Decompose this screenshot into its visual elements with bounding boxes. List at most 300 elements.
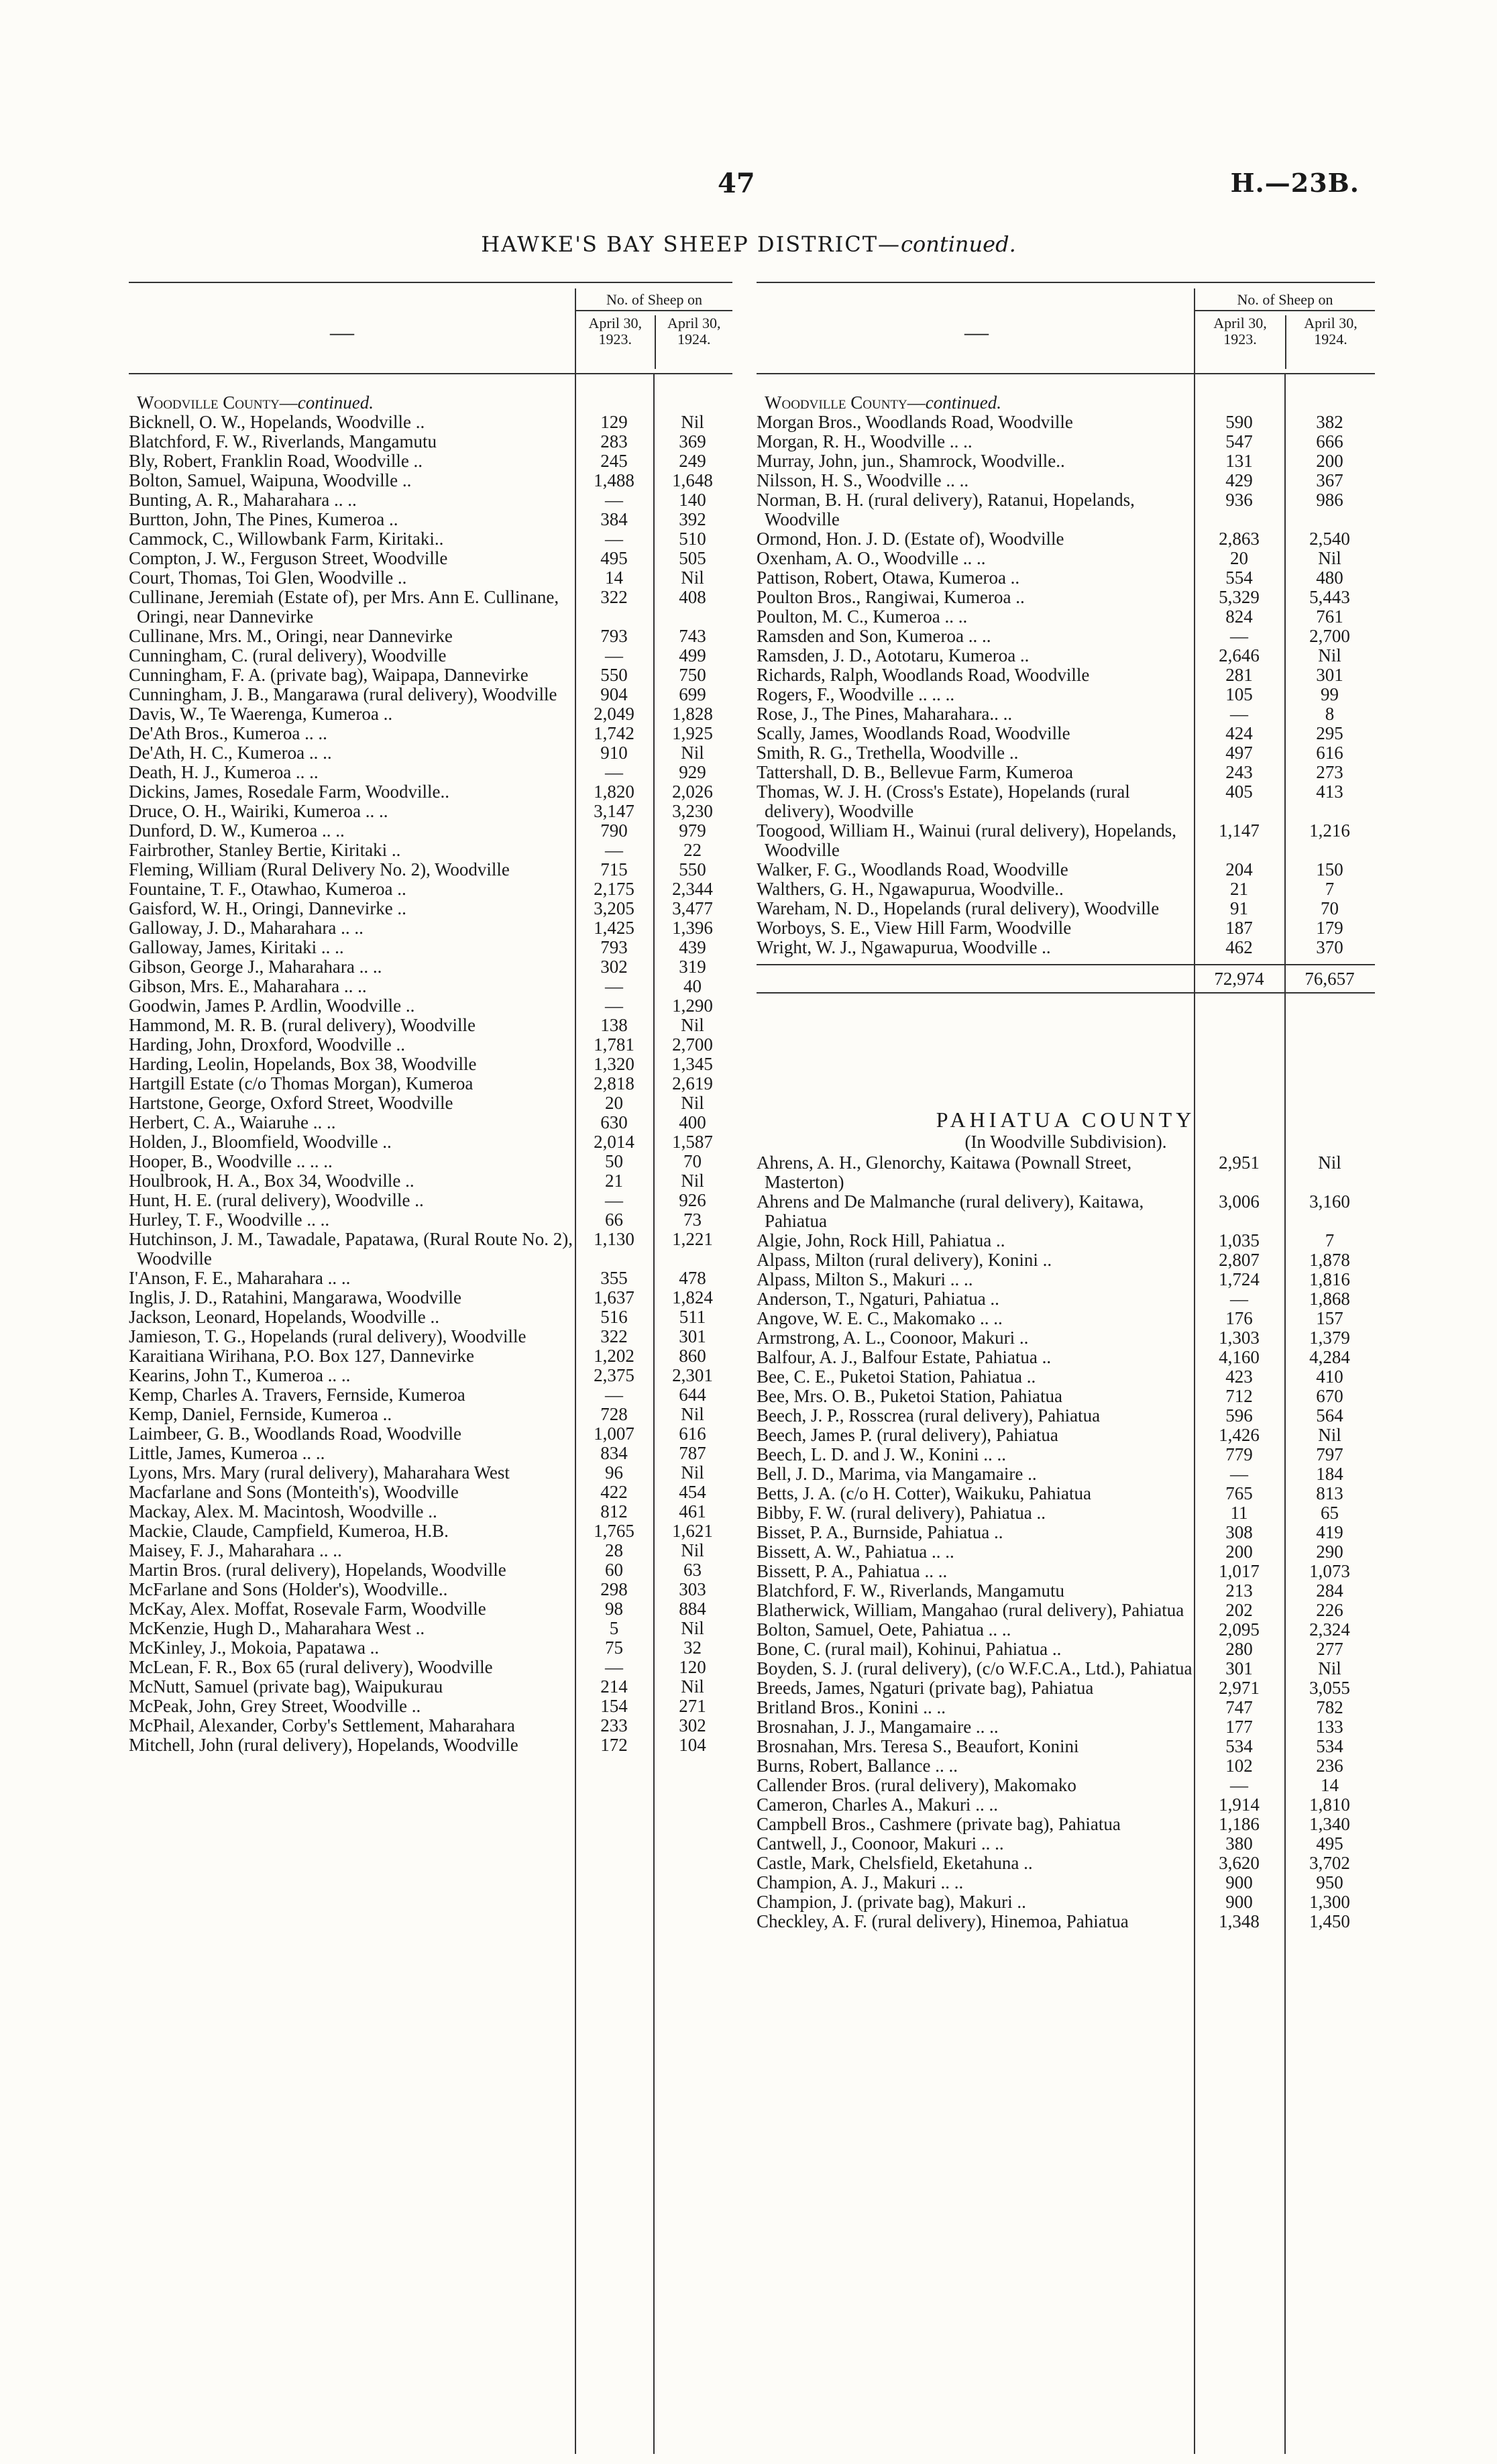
table-row <box>129 1580 732 1599</box>
table-row <box>757 607 1375 627</box>
sheep-count-1923: — <box>605 1190 623 1210</box>
page-header <box>0 168 1497 208</box>
sheep-count-1924: 157 <box>1316 1308 1343 1328</box>
holder-name-address: Gaisford, W. H., Oringi, Dannevirke .. <box>129 898 406 918</box>
sheep-count-1923: 3,205 <box>594 898 634 918</box>
sheep-count-1924: 505 <box>679 548 706 568</box>
holder-name-address: De'Ath, H. C., Kumeroa .. .. <box>129 743 332 763</box>
holder-name-address: Ahrens and De Malmanche (rural delivery), Kaitawa, Pahiatua <box>757 1191 1144 1231</box>
sheep-count-1924: Nil <box>1318 548 1341 568</box>
table-row <box>129 1230 732 1269</box>
sheep-count-1924: 120 <box>679 1657 706 1677</box>
sheep-count-1923: 910 <box>600 743 628 763</box>
total-row <box>757 964 1375 994</box>
sheep-count-1923: 102 <box>1225 1756 1253 1776</box>
table-row <box>129 471 732 490</box>
table-row <box>757 685 1375 704</box>
holder-name-address: Court, Thomas, Toi Glen, Woodville .. <box>129 568 407 588</box>
sheep-count-1923: 3,147 <box>594 801 634 821</box>
holder-name-address: Betts, J. A. (c/o H. Cotter), Waikuku, Pahiatua <box>757 1483 1092 1503</box>
table-row <box>129 1638 732 1658</box>
sheep-count-1924: 410 <box>1316 1367 1343 1387</box>
sheep-count-header-title: No. of Sheep on <box>1195 288 1375 311</box>
table-row <box>129 841 732 860</box>
sheep-count-1923: 554 <box>1225 568 1253 588</box>
sheep-count-1923: 790 <box>600 820 628 841</box>
sheep-count-1923: 298 <box>600 1579 628 1599</box>
holder-name-address: Jackson, Leonard, Hopelands, Woodville .. <box>129 1307 439 1327</box>
holder-name-address: Maisey, F. J., Maharahara .. .. <box>129 1540 342 1560</box>
sheep-count-1924: 319 <box>679 957 706 977</box>
sheep-count-1923: 177 <box>1225 1717 1253 1737</box>
sheep-count-1924: 534 <box>1316 1736 1343 1756</box>
table-row <box>129 1074 732 1093</box>
holder-name-address: Campbell Bros., Cashmere (private bag), Pahiatua <box>757 1814 1121 1834</box>
sheep-count-1924: 2,344 <box>672 879 713 899</box>
sheep-count-1924: 1,450 <box>1309 1911 1350 1931</box>
holder-name-address: Bissett, A. W., Pahiatua .. .. <box>757 1542 954 1562</box>
sheep-count-1923: 384 <box>600 509 628 529</box>
table-row <box>129 1327 732 1346</box>
holder-name-address: Britland Bros., Konini .. .. <box>757 1697 946 1717</box>
holder-name-address: I'Anson, F. E., Maharahara .. .. <box>129 1268 351 1288</box>
table-row <box>129 1483 732 1502</box>
holder-name-address: Gibson, Mrs. E., Maharahara .. .. <box>129 976 367 996</box>
sheep-count-1923: 495 <box>600 548 628 568</box>
table-row <box>129 1599 732 1619</box>
sheep-count-1924: 1,345 <box>672 1054 713 1074</box>
sheep-count-1924: 3,477 <box>672 898 713 918</box>
sheep-count-1923: 2,951 <box>1219 1153 1260 1173</box>
woodville-rows <box>757 413 1375 957</box>
sheep-count-1924: 301 <box>1316 665 1343 685</box>
table-row <box>757 1250 1375 1270</box>
sheep-count-1924: 14 <box>1321 1775 1339 1795</box>
sheep-count-1923: — <box>605 490 623 510</box>
sheep-count-1923: 2,807 <box>1219 1250 1260 1270</box>
sheep-count-1923: 14 <box>605 568 623 588</box>
table-row <box>129 1210 732 1230</box>
sheep-count-1924: 277 <box>1316 1639 1343 1659</box>
holder-name-address: Hooper, B., Woodville .. .. .. <box>129 1151 333 1171</box>
table-row <box>757 1523 1375 1542</box>
sheep-count-1924: 616 <box>679 1424 706 1444</box>
sheep-count-1923: 204 <box>1225 859 1253 879</box>
sheep-count-1924: Nil <box>1318 1658 1341 1678</box>
table-row <box>757 1912 1375 1931</box>
sheep-count-1924: 750 <box>679 665 706 685</box>
table-row <box>757 704 1375 724</box>
left-table-body <box>129 374 732 1755</box>
table-row <box>757 588 1375 607</box>
sheep-count-1923: 20 <box>1230 548 1248 568</box>
sheep-count-1924: Nil <box>681 1676 704 1697</box>
holder-name-address: Champion, A. J., Makuri .. .. <box>757 1872 964 1892</box>
sheep-count-1923: 715 <box>600 859 628 879</box>
sheep-count-1923: 423 <box>1225 1367 1253 1387</box>
table-row <box>757 763 1375 782</box>
pahiatua-rows <box>757 1153 1375 1931</box>
sheep-count-1923: 355 <box>600 1268 628 1288</box>
sheep-count-1924: 929 <box>679 762 706 782</box>
holder-name-address: Goodwin, James P. Ardlin, Woodville .. <box>129 996 415 1016</box>
holder-name-address: Angove, W. E. C., Makomako .. .. <box>757 1308 1003 1328</box>
sheep-count-1924: 950 <box>1316 1872 1343 1892</box>
holder-name-address: Kemp, Charles A. Travers, Fernside, Kumeroa <box>129 1385 465 1405</box>
sheep-count-1923: 380 <box>1225 1833 1253 1854</box>
table-row <box>129 957 732 977</box>
sheep-count-1924: 104 <box>679 1735 706 1755</box>
holder-name-address: Bolton, Samuel, Oete, Pahiatua .. .. <box>757 1619 1011 1640</box>
sheep-count-1923: — <box>1230 1289 1248 1309</box>
sheep-count-1923: — <box>605 840 623 860</box>
table-row <box>129 627 732 646</box>
sheep-count-1924: 1,340 <box>1309 1814 1350 1834</box>
holder-name-address: Jamieson, T. G., Hopelands (rural delivery), Woodville <box>129 1326 526 1346</box>
sheep-count-1923: 75 <box>605 1638 623 1658</box>
sheep-count-1924: 550 <box>679 859 706 879</box>
sheep-count-1924: Nil <box>681 1171 704 1191</box>
holder-name-address: Hartstone, George, Oxford Street, Woodville <box>129 1093 453 1113</box>
column-rule <box>1194 374 1195 2454</box>
holder-name-address: Bly, Robert, Franklin Road, Woodville .. <box>129 451 423 471</box>
sheep-count-1924: 140 <box>679 490 706 510</box>
table-row <box>129 1677 732 1697</box>
sheep-count-header-group <box>575 288 732 374</box>
sheep-count-1923: 900 <box>1225 1892 1253 1912</box>
sheep-count-1923: 60 <box>605 1560 623 1580</box>
sheep-count-1923: 187 <box>1225 918 1253 938</box>
sheep-count-1923: 50 <box>605 1151 623 1171</box>
holder-name-address: Bissett, P. A., Pahiatua .. .. <box>757 1561 948 1581</box>
section-heading-continued: continued. <box>297 392 374 413</box>
table-row <box>757 1698 1375 1717</box>
sheep-count-1924: 454 <box>679 1482 706 1502</box>
table-row <box>129 1288 732 1307</box>
sheep-count-header-title: No. of Sheep on <box>576 288 732 311</box>
sheep-count-1924: 1,810 <box>1309 1795 1350 1815</box>
holder-name-address: Breeds, James, Ngaturi (private bag), Pahiatua <box>757 1678 1094 1698</box>
sheep-count-1923: 429 <box>1225 470 1253 490</box>
sheep-count-1923: 1,765 <box>594 1521 634 1541</box>
table-row <box>129 1463 732 1483</box>
holder-name-address: Galloway, J. D., Maharahara .. .. <box>129 918 364 938</box>
sheep-count-1923: 1,147 <box>1219 820 1260 841</box>
sheep-count-1923: 900 <box>1225 1872 1253 1892</box>
holder-name-address: Pattison, Robert, Otawa, Kumeroa .. <box>757 568 1020 588</box>
table-row <box>757 724 1375 743</box>
sheep-count-1924: 761 <box>1316 606 1343 627</box>
holder-name-address: Worboys, S. E., View Hill Farm, Woodville <box>757 918 1072 938</box>
sheep-count-1924: 1,648 <box>672 470 713 490</box>
sheep-count-1923: 462 <box>1225 937 1253 957</box>
section-heading-label: Woodville County— <box>137 392 298 413</box>
holder-name-address: Fleming, William (Rural Delivery No. 2), Woodville <box>129 859 510 879</box>
sheep-count-1923: 936 <box>1225 490 1253 510</box>
sheep-count-1923: 1,007 <box>594 1424 634 1444</box>
sheep-count-1924: 4,284 <box>1309 1347 1350 1367</box>
sheep-count-1924: 1,221 <box>672 1229 713 1249</box>
sheep-count-1924: 400 <box>679 1112 706 1132</box>
table-row <box>757 1367 1375 1387</box>
sheep-count-1923: — <box>605 529 623 549</box>
sheep-count-1923: 1,348 <box>1219 1911 1260 1931</box>
holder-name-address: Thomas, W. J. H. (Cross's Estate), Hopelands (rural delivery), Woodville <box>757 782 1130 821</box>
table-row <box>757 1581 1375 1601</box>
table-row <box>757 782 1375 821</box>
sheep-count-1923: 550 <box>600 665 628 685</box>
sheep-count-1923: 172 <box>600 1735 628 1755</box>
sheep-count-1924: 271 <box>679 1696 706 1716</box>
sheep-count-1924: Nil <box>681 568 704 588</box>
table-row <box>129 665 732 685</box>
section-heading-continued: continued. <box>925 392 1001 413</box>
sheep-count-1923: 1,130 <box>594 1229 634 1249</box>
table-row <box>129 1132 732 1152</box>
table-row <box>757 860 1375 879</box>
table-row <box>757 1231 1375 1250</box>
sheep-count-1923: 765 <box>1225 1483 1253 1503</box>
holder-name-address: Kearins, John T., Kumeroa .. .. <box>129 1365 351 1385</box>
sheep-count-1923: 534 <box>1225 1736 1253 1756</box>
sheep-count-1924: 986 <box>1316 490 1343 510</box>
holder-name-address: De'Ath Bros., Kumeroa .. .. <box>129 723 327 743</box>
sheep-count-1923: 301 <box>1225 1658 1253 1678</box>
holder-name-address: Bee, Mrs. O. B., Puketoi Station, Pahiatua <box>757 1386 1062 1406</box>
holder-name-address: Druce, O. H., Wairiki, Kumeroa .. .. <box>129 801 388 821</box>
holder-name-address: Toogood, William H., Wainui (rural delivery), Hopelands, Woodville <box>757 820 1176 860</box>
column-header-1923: April 30, 1923. <box>588 315 642 347</box>
sheep-count-1924: 370 <box>1316 937 1343 957</box>
sheep-count-1923: 1,425 <box>594 918 634 938</box>
table-row <box>129 1093 732 1113</box>
table-row <box>129 1560 732 1580</box>
holder-name-address: Galloway, James, Kiritaki .. .. <box>129 937 344 957</box>
table-row <box>129 510 732 529</box>
holder-name-address: Norman, B. H. (rural delivery), Ratanui, Hopelands, Woodville <box>757 490 1135 529</box>
table-row <box>757 918 1375 938</box>
total-label-spacer <box>757 965 1194 992</box>
sheep-count-1923: 812 <box>600 1501 628 1521</box>
holder-name-address: Mackie, Claude, Campfield, Kumeroa, H.B. <box>129 1521 449 1541</box>
holder-name-address: Cantwell, J., Coonoor, Makuri .. .. <box>757 1833 1004 1854</box>
sheep-count-1923: 176 <box>1225 1308 1253 1328</box>
table-row <box>757 1601 1375 1620</box>
sheep-count-1924: 2,301 <box>672 1365 713 1385</box>
sheep-count-1924: 461 <box>679 1501 706 1521</box>
holder-name-address: Walthers, G. H., Ngawapurua, Woodville.. <box>757 879 1064 899</box>
holder-name-address: McPhail, Alexander, Corby's Settlement, Maharahara <box>129 1715 515 1735</box>
table-row <box>129 1385 732 1405</box>
sheep-count-1924: 382 <box>1316 412 1343 432</box>
holder-name-address: Oxenham, A. O., Woodville .. .. <box>757 548 986 568</box>
table-row <box>129 1152 732 1171</box>
holder-name-address: McFarlane and Sons (Holder's), Woodville.. <box>129 1579 448 1599</box>
column-header-1924: April 30, 1924. <box>1285 315 1375 369</box>
holder-name-address: Bee, C. E., Puketoi Station, Pahiatua .. <box>757 1367 1036 1387</box>
sheep-count-1923: 1,202 <box>594 1346 634 1366</box>
sheep-count-1923: 1,303 <box>1219 1328 1260 1348</box>
sheep-count-1923: 2,014 <box>594 1132 634 1152</box>
table-row <box>757 1815 1375 1834</box>
sheep-count-1923: 2,175 <box>594 879 634 899</box>
table-row <box>129 529 732 549</box>
holder-name-address: Tattershall, D. B., Bellevue Farm, Kumeroa <box>757 762 1073 782</box>
holder-name-address: McKenzie, Hugh D., Maharahara West .. <box>129 1618 425 1638</box>
holder-name-address: Davis, W., Te Waerenga, Kumeroa .. <box>129 704 393 724</box>
sheep-count-1924: 666 <box>1316 431 1343 451</box>
table-row <box>757 646 1375 665</box>
table-row <box>129 568 732 588</box>
holder-name-address: Ramsden and Son, Kumeroa .. .. <box>757 626 991 646</box>
sheep-count-1923: 138 <box>600 1015 628 1035</box>
total-1924: 76,657 <box>1305 969 1355 989</box>
sheep-count-1923: 28 <box>605 1540 623 1560</box>
table-row <box>129 1366 732 1385</box>
sheep-count-1923: — <box>605 976 623 996</box>
section-heading-label: Woodville County— <box>765 392 926 413</box>
sheep-count-1924: 478 <box>679 1268 706 1288</box>
table-row <box>757 1737 1375 1756</box>
sheep-count-1923: 1,017 <box>1219 1561 1260 1581</box>
sheep-count-1924: Nil <box>681 743 704 763</box>
table-row <box>129 490 732 510</box>
sheep-count-1923: — <box>605 1657 623 1677</box>
table-row <box>129 1521 732 1541</box>
section-heading <box>757 393 1375 413</box>
holder-name-address: Walker, F. G., Woodlands Road, Woodville <box>757 859 1068 879</box>
table-row <box>757 1542 1375 1562</box>
sheep-count-1923: 3,620 <box>1219 1853 1260 1873</box>
table-row <box>757 1289 1375 1309</box>
sheep-count-1924: 1,379 <box>1309 1328 1350 1348</box>
holder-name-address: Fountaine, T. F., Otawhao, Kumeroa .. <box>129 879 406 899</box>
table-row <box>757 627 1375 646</box>
table-row <box>129 1016 732 1035</box>
table-row <box>757 490 1375 529</box>
sheep-count-1924: 392 <box>679 509 706 529</box>
table-row <box>757 879 1375 899</box>
holder-name-address: Cullinane, Jeremiah (Estate of), per Mrs. Ann E. Cullinane, Oringi, near Dannevirke <box>129 587 559 627</box>
sheep-count-1923: 596 <box>1225 1405 1253 1426</box>
holder-name-address: Hunt, H. E. (rural delivery), Woodville .. <box>129 1190 424 1210</box>
sheep-count-1923: 66 <box>605 1210 623 1230</box>
holder-name-address: Anderson, T., Ngaturi, Pahiatua .. <box>757 1289 999 1309</box>
table-row <box>129 1191 732 1210</box>
table-row <box>129 860 732 879</box>
sheep-count-1924: Nil <box>681 1093 704 1113</box>
sheep-count-1923: 200 <box>1225 1542 1253 1562</box>
holder-name-address: Bell, J. D., Marima, via Mangamaire .. <box>757 1464 1037 1484</box>
holder-name-address: Cameron, Charles A., Makuri .. .. <box>757 1795 998 1815</box>
holder-name-address: Compton, J. W., Ferguson Street, Woodville <box>129 548 448 568</box>
holder-name-address: Martin Bros. (rural delivery), Hopelands, Woodville <box>129 1560 506 1580</box>
table-row <box>129 1541 732 1560</box>
holder-name-address: Hutchinson, J. M., Tawadale, Papatawa, (Rural Route No. 2), Woodville <box>129 1229 573 1269</box>
table-row <box>757 1192 1375 1231</box>
sheep-count-1923: — <box>605 762 623 782</box>
table-row <box>757 1328 1375 1348</box>
table-row <box>757 821 1375 860</box>
holder-name-address: Harding, Leolin, Hopelands, Box 38, Woodville <box>129 1054 477 1074</box>
holder-name-address: Hurley, T. F., Woodville .. .. <box>129 1210 330 1230</box>
table-row <box>129 724 732 743</box>
table-row <box>129 918 732 938</box>
sheep-count-1923: 1,488 <box>594 470 634 490</box>
holder-name-address: Boyden, S. J. (rural delivery), (c/o W.F.C.A., Ltd.), Pahiatua <box>757 1658 1193 1678</box>
holder-name-address: Bicknell, O. W., Hopelands, Woodville .. <box>129 412 425 432</box>
holder-name-address: Blatchford, F. W., Riverlands, Mangamutu <box>757 1581 1065 1601</box>
sheep-count-1923: 630 <box>600 1112 628 1132</box>
table-row <box>129 1735 732 1755</box>
sheep-count-1924: 1,878 <box>1309 1250 1350 1270</box>
table-row <box>757 451 1375 471</box>
sheep-count-1923: 98 <box>605 1599 623 1619</box>
sheep-count-1924: 480 <box>1316 568 1343 588</box>
holder-name-address: Beech, L. D. and J. W., Konini .. .. <box>757 1444 1006 1464</box>
holder-name-address: Mitchell, John (rural delivery), Hopelands, Woodville <box>129 1735 518 1755</box>
holder-name-address: Cammock, C., Willowbank Farm, Kiritaki.. <box>129 529 444 549</box>
sheep-count-1924: 1,868 <box>1309 1289 1350 1309</box>
holder-name-address: Alpass, Milton (rural delivery), Konini .. <box>757 1250 1052 1270</box>
sheep-count-1924: 63 <box>683 1560 702 1580</box>
holder-name-address: Callender Bros. (rural delivery), Makomako <box>757 1775 1076 1795</box>
sheep-count-1923: 516 <box>600 1307 628 1327</box>
sheep-count-1924: 7 <box>1325 1230 1335 1250</box>
sheep-count-1924: 295 <box>1316 723 1343 743</box>
holder-name-address: Champion, J. (private bag), Makuri .. <box>757 1892 1026 1912</box>
holder-name-address: Scally, James, Woodlands Road, Woodville <box>757 723 1070 743</box>
holder-name-address: Alpass, Milton S., Makuri .. .. <box>757 1269 973 1289</box>
holder-name-address: Cullinane, Mrs. M., Oringi, near Dannevirke <box>129 626 453 646</box>
column-rule <box>575 374 576 2454</box>
table-row <box>129 996 732 1016</box>
holder-name-address: Fairbrother, Stanley Bertie, Kiritaki .. <box>129 840 401 860</box>
document-reference: H.—23B. <box>1230 168 1360 198</box>
holder-name-address: Dunford, D. W., Kumeroa .. .. <box>129 820 345 841</box>
table-row <box>757 665 1375 685</box>
table-row <box>129 704 732 724</box>
sheep-count-1923: 202 <box>1225 1600 1253 1620</box>
sheep-count-1923: 793 <box>600 937 628 957</box>
sheep-count-1924: 419 <box>1316 1522 1343 1542</box>
sheep-count-1924: 1,216 <box>1309 820 1350 841</box>
sheep-count-1924: Nil <box>1318 1425 1341 1445</box>
sheep-count-1924: 301 <box>679 1326 706 1346</box>
holder-name-address: Rose, J., The Pines, Maharahara.. .. <box>757 704 1013 724</box>
sheep-count-1924: Nil <box>1318 645 1341 665</box>
table-row <box>757 1464 1375 1484</box>
sheep-count-1924: 2,026 <box>672 782 713 802</box>
right-table-header <box>757 282 1375 374</box>
holder-name-address: Wright, W. J., Ngawapurua, Woodville .. <box>757 937 1051 957</box>
table-row <box>757 1873 1375 1892</box>
table-row <box>757 1678 1375 1698</box>
sheep-count-1923: 2,863 <box>1219 529 1260 549</box>
sheep-count-1923: 793 <box>600 626 628 646</box>
sheep-count-1923: 243 <box>1225 762 1253 782</box>
sheep-count-1924: 99 <box>1321 684 1339 704</box>
sheep-count-1923: 2,971 <box>1219 1678 1260 1698</box>
sheep-count-1924: 8 <box>1325 704 1335 724</box>
table-row <box>129 977 732 996</box>
sheep-count-1923: — <box>605 996 623 1016</box>
table-row <box>129 938 732 957</box>
sheep-count-1924: 133 <box>1316 1717 1343 1737</box>
table-row <box>129 782 732 802</box>
sheep-count-1923: 1,426 <box>1219 1425 1260 1445</box>
holder-name-address: Beech, James P. (rural delivery), Pahiatua <box>757 1425 1058 1445</box>
